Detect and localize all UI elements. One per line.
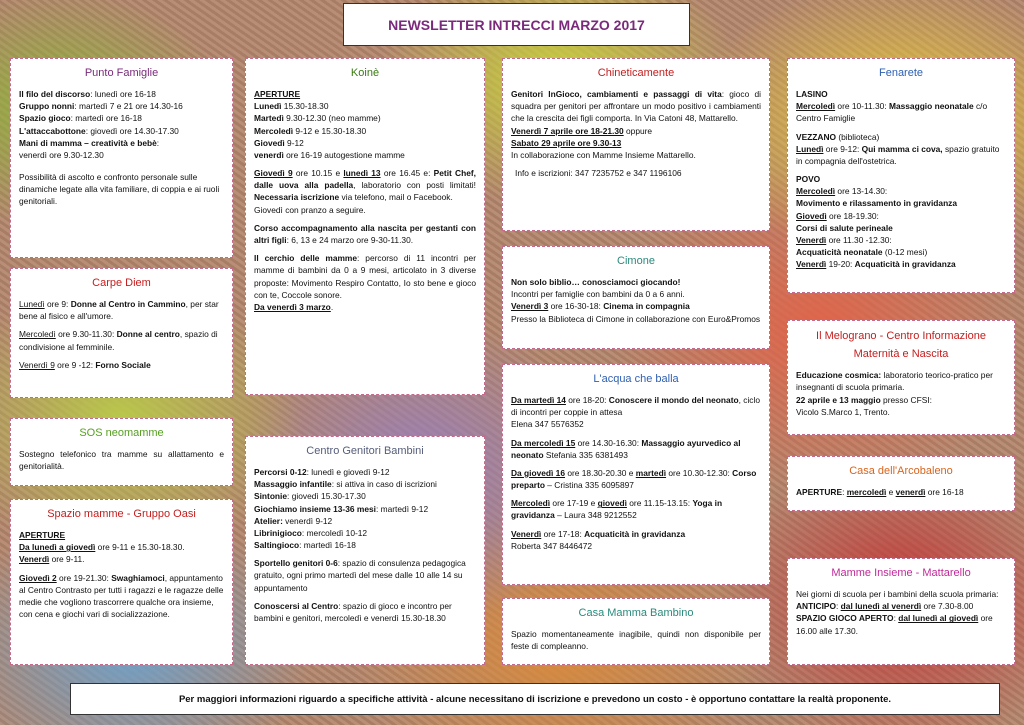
- event: Educazione cosmica: laboratorio teorico-pratico per insegnanti di scuola primaria.: [796, 370, 993, 393]
- schedule-line: Giochiamo insieme 13-36 mesi: martedì 9-12: [254, 503, 429, 514]
- event: Lunedì ore 9: Donne al Centro in Cammino, per star bene al fisico e all'umore.: [19, 298, 219, 322]
- activity-name: Acquaticità neonatale (0-12 mesi): [796, 247, 928, 258]
- box-title: Koinè: [350, 67, 380, 79]
- schedule-line: Il filo del discorso: lunedì ore 16-18: [19, 88, 156, 99]
- schedule-line: Mercoledì ore 13-14.30:: [796, 186, 888, 197]
- event: Venerdì 9 ore 9 -12: Forno Sociale: [19, 359, 151, 370]
- activity-name: Corsi di salute perineale: [796, 222, 893, 233]
- casa-mamma-bambino-box: [502, 598, 770, 665]
- location-heading: VEZZANO (biblioteca): [796, 131, 880, 142]
- schedule-line: Venerdì ore 9-11.: [19, 554, 85, 565]
- event-title: Non solo biblio… conosciamoci giocando!: [511, 276, 681, 287]
- box-title: Chineticamente: [597, 67, 675, 79]
- cimone-box: [502, 246, 770, 349]
- schedule-line: Massaggio infantile: si attiva in caso di iscrizioni: [254, 479, 437, 490]
- casa-arcobaleno-box: [787, 456, 1015, 511]
- event-note: Giovedì con pranzo a seguire.: [254, 204, 366, 215]
- contact: Roberta 347 8446472: [511, 540, 593, 551]
- event-date: Venerdì 7 aprile ore 18-21.30 oppure: [511, 125, 653, 136]
- section-heading: APERTURE: [19, 529, 66, 540]
- event-date: Da venerdì 3 marzo.: [254, 301, 334, 312]
- schedule-line: Lunedì 15.30-18.30: [254, 101, 329, 112]
- section-heading: APERTURE: [254, 88, 301, 99]
- schedule-line: venerdì ore 9.30-12.30: [19, 149, 104, 160]
- schedule-line: Saltingioco: martedì 16-18: [254, 540, 356, 551]
- box-title: SOS neomamme: [79, 427, 164, 439]
- location-heading: POVO: [796, 174, 821, 185]
- schedule-line: Gruppo nonni: martedì 7 e 21 ore 14.30-16: [19, 101, 183, 112]
- box-title: Casa Mamma Bambino: [578, 607, 694, 619]
- newsletter-title: NEWSLETTER INTRECCI MARZO 2017: [343, 3, 690, 46]
- event: Giovedì 9 ore 10.15 e lunedì 13 ore 16.45 e: Petit Chef, dalle uova alla padella, laboratorio con posti limitati! Necessaria iscrizione via telefono, mail o Facebook.: [254, 168, 476, 203]
- schedule-line: Mercoledì 9-12 e 15.30-18.30: [254, 125, 367, 136]
- event: Genitori InGioco, cambiamenti e passaggi di vita: gioco di squadra per genitori per affrontare un modo positivo i cambiamenti che la crescita dei figli comporta. In Via Catoni 48, Mattarello.: [511, 88, 761, 124]
- location-heading: LASINO: [796, 88, 828, 99]
- schedule-line: Venerdì 19-20: Acquaticità in gravidanza: [796, 259, 956, 270]
- event: Mercoledì ore 17-19 e giovedì ore 11.15-13.15: Yoga in gravidanza – Laura 348 9212552: [511, 498, 723, 521]
- schedule-line: Giovedì 9-12: [254, 137, 304, 148]
- mamme-insieme-box: [787, 558, 1015, 665]
- footer-note: Per maggiori informazioni riguardo a specifiche attività - alcune necessitano di iscrizione e prevedono un costo - è opportuno contattare la realtà proponente.: [70, 683, 1000, 715]
- schedule-line: Da lunedì a giovedì ore 9-11 e 15.30-18.30.: [19, 542, 185, 553]
- event-note: Incontri per famiglie con bambini da 0 a 6 anni.: [511, 289, 685, 300]
- chineticamente-box: [502, 58, 770, 231]
- contact: Elena 347 5576352: [511, 419, 584, 430]
- spazio-mamme-box: [10, 499, 233, 665]
- event-note: In collaborazione con Mamme Insieme Mattarello.: [511, 149, 696, 160]
- schedule-line: Venerdì ore 11.30 -12.30:: [796, 235, 892, 245]
- activity-name: Movimento e rilassamento in gravidanza: [796, 198, 958, 209]
- carpe-diem-box: [10, 268, 233, 398]
- schedule-line: Mani di mamma – creatività e bebè:: [19, 137, 160, 148]
- sos-neomamme-box: [10, 418, 233, 486]
- event: Corso accompagnamento alla nascita per gestanti con altri figli: 6, 13 e 24 marzo ore 9-30-11.30.: [254, 222, 476, 245]
- event: Da martedì 14 ore 18-20: Conoscere il mondo del neonato, ciclo di incontri per coppie in attesa: [511, 394, 761, 418]
- box-title: Mamme Insieme - Mattarello: [831, 567, 971, 579]
- event: Da mercoledì 15 ore 14.30-16.30: Massaggio ayurvedico al neonato Stefania 335 6381493: [511, 437, 741, 460]
- service: Conoscersi al Centro: spazio di gioco e incontro per bambini e genitori, mercoledì e venerdì 15.30-18.30: [254, 600, 452, 623]
- contact-info: Info e iscrizioni: 347 7235752 e 347 1196106: [515, 168, 682, 179]
- box-title: Cimone: [617, 255, 655, 267]
- schedule-line: Martedì 9.30-12.30 (neo mamme): [254, 113, 381, 124]
- event-date: 22 aprile e 13 maggio presso CFSI:: [796, 394, 932, 405]
- box-title: Carpe Diem: [92, 277, 151, 289]
- box-title: Spazio mamme - Gruppo Oasi: [47, 508, 196, 520]
- schedule-line: venerdì ore 16-19 autogestione mamme: [254, 149, 405, 160]
- event-note: Presso la Biblioteca di Cimone in collaborazione con Euro&Promos: [511, 313, 761, 324]
- event: Mercoledì ore 9.30-11.30: Donne al centro, spazio di condivisione al femminile.: [19, 329, 218, 352]
- event-date: Sabato 29 aprile ore 9.30-13: [511, 137, 622, 148]
- event: Da giovedì 16 ore 18.30-20.30 e martedì ore 10.30-12.30: Corso preparto – Cristina 335 6095897: [511, 467, 757, 491]
- melograno-box: [787, 320, 1015, 435]
- schedule-line: Librinigioco: mercoledì 10-12: [254, 527, 368, 538]
- schedule-line: Giovedì ore 18-19.30:: [796, 210, 879, 221]
- description: Spazio momentaneamente inagibile, quindi non disponibile per feste di compleanno.: [511, 628, 761, 652]
- schedule-line: APERTURE: mercoledì e venerdì ore 16-18: [796, 486, 964, 497]
- box-title: Casa dell'Arcobaleno: [849, 465, 953, 477]
- address: Vicolo S.Marco 1, Trento.: [796, 406, 890, 417]
- event: Giovedì 2 ore 19-21.30: Swaghiamoci, appuntamento al Centro Contrasto per tutti i ragazzi e le ragazze delle medie che vogliono trascorrere qualche ora insieme, con cena e giochi vari di socializzazione.: [19, 572, 224, 620]
- acqua-che-balla-box: [502, 364, 770, 585]
- event: Il cerchio delle mamme: percorso di 11 incontri per mamme di bambini da 0 a 9 mesi, articolato in 3 diverse proposte: Movimento Respiro Contatto, Io sto bene e gioco con te, Coccole sonore.: [254, 253, 476, 300]
- service: Sportello genitori 0-6: spazio di consulenza pedagogica gratuito, ogni primo martedì del mese dalle 10 alle 14 su appuntamento: [254, 558, 466, 593]
- event: Venerdì ore 17-18: Acquaticità in gravidanza: [511, 528, 686, 539]
- schedule-line: Sintonie: giovedì 15.30-17.30: [254, 491, 366, 502]
- box-title: Centro Genitori Bambini: [306, 445, 424, 457]
- koine-box: [245, 58, 485, 395]
- schedule-line: ANTICIPO: dal lunedì al venerdì ore 7.30-8.00: [796, 601, 974, 612]
- description: Nei giorni di scuola per i bambini della scuola primaria:: [796, 588, 999, 599]
- schedule-line: SPAZIO GIOCO APERTO: dal lunedì al giovedì ore 16.00 alle 17.30.: [796, 613, 993, 636]
- event: Lunedì ore 9-12: Qui mamma ci cova, spazio gratuito in compagnia dell'ostetrica.: [796, 143, 1000, 166]
- schedule-line: Spazio gioco: martedì ore 16-18: [19, 113, 142, 124]
- description: Sostegno telefonico tra mamme su allattamento e genitorialità.: [19, 448, 224, 472]
- event: Mercoledì ore 10-11.30: Massaggio neonatale c/o Centro Famiglie: [796, 101, 988, 124]
- schedule-line: Percorsi 0-12: lunedì e giovedì 9-12: [254, 466, 390, 477]
- box-title: Fenarete: [878, 67, 924, 79]
- fenarete-box: [787, 58, 1015, 293]
- box-title: L'acqua che balla: [593, 373, 679, 385]
- box-title: Il Melograno - Centro Informazione Maternità e Nascita: [816, 330, 986, 360]
- centro-genitori-box: [245, 436, 485, 665]
- schedule-line: Atelier: venerdì 9-12: [254, 515, 333, 526]
- box-title: Punto Famiglie: [84, 67, 159, 79]
- schedule-line: L'attaccabottone: giovedì ore 14.30-17.30: [19, 125, 179, 136]
- description: Possibilità di ascolto e confronto personale sulle dinamiche legate alla vita familiare, di coppia e ai ruoli genitoriali.: [19, 172, 220, 207]
- punto-famiglie-box: [10, 58, 233, 258]
- event: Venerdì 3 ore 16-30-18: Cinema in compagnia: [511, 301, 690, 312]
